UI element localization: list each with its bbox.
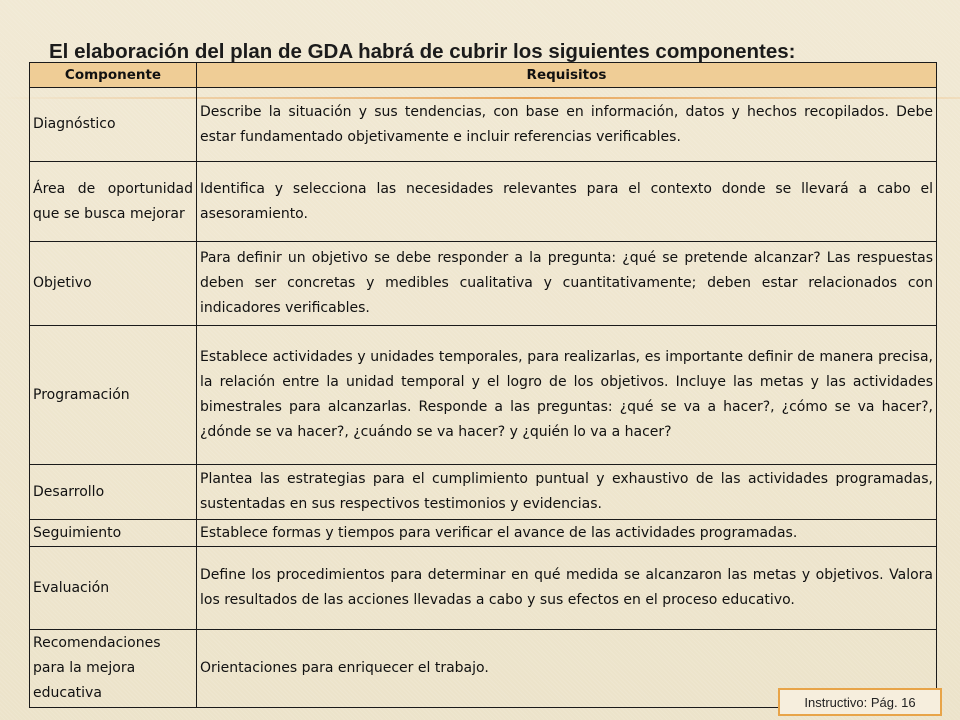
component-cell: Recomendaciones para la mejora educativa: [30, 630, 197, 708]
table-row: [30, 547, 937, 630]
table-row: [30, 326, 937, 465]
component-cell: Seguimiento: [30, 520, 197, 547]
table-row: [30, 242, 937, 326]
header-component: Componente: [30, 63, 197, 88]
header-requirements: Requisitos: [197, 63, 937, 88]
component-cell: Diagnóstico: [30, 88, 197, 162]
component-cell: Objetivo: [30, 242, 197, 326]
table-row: [30, 162, 937, 242]
requirement-cell: Orientaciones para enriquecer el trabajo.: [197, 630, 937, 708]
table-header-row: [30, 63, 937, 88]
component-cell: Desarrollo: [30, 465, 197, 520]
requirement-cell: Define los procedimientos para determinar en qué medida se alcanzaron las metas y objetivos. Valora los resultados de las acciones llevadas a cabo y sus efectos en el proceso educativo.: [197, 547, 937, 630]
requirement-cell: Describe la situación y sus tendencias, con base en información, datos y hechos recopilados. Debe estar fundamentado objetivamente e incluir referencias verificables.: [197, 88, 937, 162]
requirement-cell: Identifica y selecciona las necesidades relevantes para el contexto donde se llevará a cabo el asesoramiento.: [197, 162, 937, 242]
requirements-table: [29, 62, 937, 708]
footer-reference: Instructivo: Pág. 16: [778, 688, 942, 716]
requirement-cell: Plantea las estrategias para el cumplimiento puntual y exhaustivo de las actividades programadas, sustentadas en sus respectivos testimonios y evidencias.: [197, 465, 937, 520]
slide-title: El elaboración del plan de GDA habrá de cubrir los siguientes componentes:: [49, 40, 796, 63]
requirement-cell: Establece formas y tiempos para verificar el avance de las actividades programadas.: [197, 520, 937, 547]
table-row: [30, 520, 937, 547]
component-cell: Área de oportunidad que se busca mejorar: [30, 162, 197, 242]
component-cell: Programación: [30, 326, 197, 465]
table-row: [30, 465, 937, 520]
component-cell: Evaluación: [30, 547, 197, 630]
requirement-cell: Para definir un objetivo se debe responder a la pregunta: ¿qué se pretende alcanzar? Las respuestas deben ser concretas y medibles cualitativa y cuantitativamente; deben estar relacionados con indicadores verificables.: [197, 242, 937, 326]
table-row: [30, 88, 937, 162]
requirement-cell: Establece actividades y unidades temporales, para realizarlas, es importante definir de manera precisa, la relación entre la unidad temporal y el logro de los objetivos. Incluye las metas y las actividades bimestrales para alcanzarlas. Responde a las preguntas: ¿qué se va a hacer?, ¿cómo se va hacer?, ¿dónde se va hacer?, ¿cuándo se va hacer? y ¿quién lo va a hacer?: [197, 326, 937, 465]
